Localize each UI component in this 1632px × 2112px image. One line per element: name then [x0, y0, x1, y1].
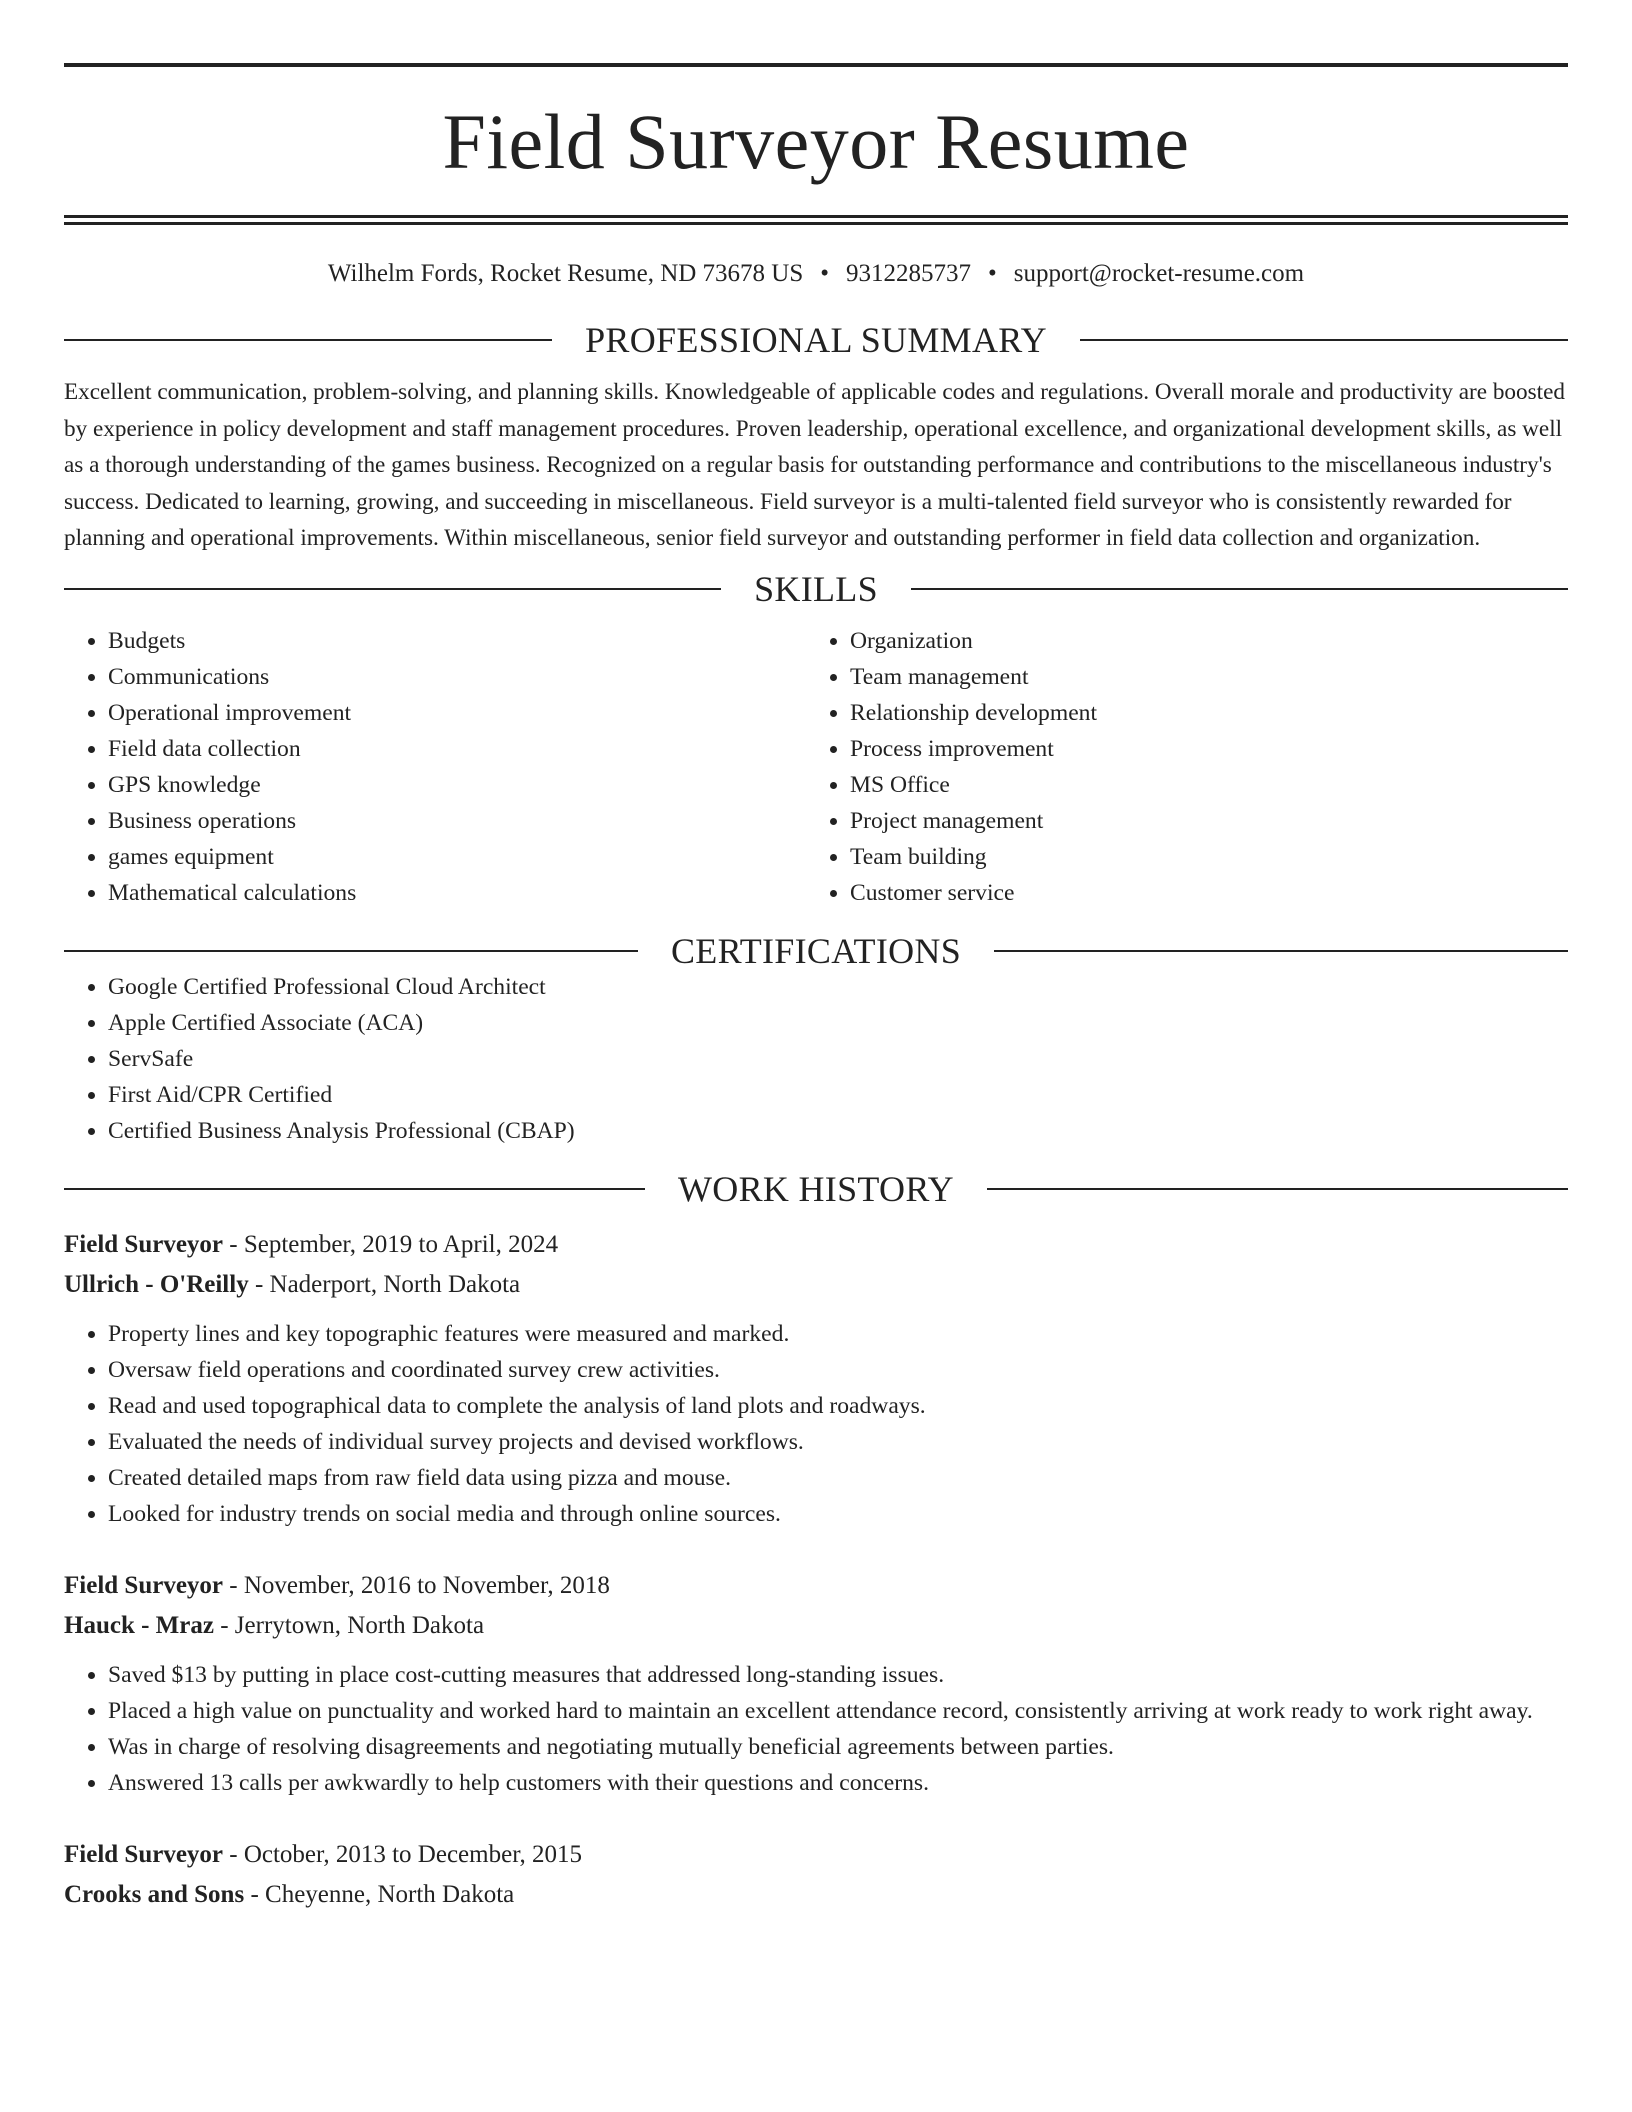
- job-entry: [64, 1835, 1568, 1915]
- contact-email: support@rocket-resume.com: [1013, 260, 1305, 287]
- skills-grid: [64, 623, 1568, 911]
- heading-rule: [64, 588, 721, 590]
- job-dates: - November, 2016 to November, 2018: [223, 1571, 610, 1599]
- contact-phone: 9312285737: [846, 260, 972, 287]
- heading-rule: [1080, 339, 1568, 341]
- heading-rule: [987, 1188, 1568, 1190]
- heading-rule: [911, 588, 1568, 590]
- certification-item: • ServSafe: [108, 1041, 1568, 1077]
- certification-item: • First Aid/CPR Certified: [108, 1077, 1568, 1113]
- job-dates: - September, 2019 to April, 2024: [223, 1230, 559, 1258]
- section-heading-certifications: [64, 930, 1568, 971]
- skills-column-right: [806, 623, 1548, 911]
- contact-line: [64, 259, 1568, 289]
- title-double-rule: [64, 215, 1568, 225]
- skill-item: • MS Office: [850, 767, 1548, 803]
- job-bullet: • Saved $13 by putting in place cost-cutting measures that addressed long-standing issues.: [108, 1657, 1568, 1693]
- skill-item: • Field data collection: [108, 731, 806, 767]
- certifications-list: [64, 969, 1568, 1149]
- summary-text: Excellent communication, problem-solving, and planning skills. Knowledgeable of applicable codes and regulations. Overall morale and productivity are boosted by experience in policy development and staff management procedures. Proven leadership, operational excellence, and organizational development skills, as well as a thorough understanding of the games business. Recognized on a regular basis for outstanding performance and contributions to the miscellaneous industry's success. Dedicated to learning, growing, and succeeding in miscellaneous. Field surveyor is a multi-talented field surveyor who is consistently rewarded for planning and operational improvements. Within miscellaneous, senior field surveyor and outstanding performer in field data collection and organization.: [64, 379, 1565, 551]
- section-title: CERTIFICATIONS: [670, 930, 962, 971]
- section-title: PROFESSIONAL SUMMARY: [585, 320, 1047, 360]
- skill-item: • games equipment: [108, 839, 806, 875]
- job-location: - Jerrytown, North Dakota: [213, 1611, 485, 1639]
- job-bullet: • Placed a high value on punctuality and worked hard to maintain an excellent attendance record, consistently arriving at work ready to work right away.: [108, 1693, 1568, 1729]
- skill-item: • Business operations: [108, 803, 806, 839]
- job-bullets: [64, 1657, 1568, 1801]
- heading-rule: [994, 950, 1568, 952]
- job-bullet: • Read and used topographical data to complete the analysis of land plots and roadways.: [108, 1388, 1568, 1424]
- contact-separator: •: [988, 260, 997, 287]
- section-heading-summary: [64, 322, 1568, 358]
- page-title: Field Surveyor Resume: [442, 98, 1190, 185]
- job-bullet: • Property lines and key topographic features were measured and marked.: [108, 1316, 1568, 1352]
- certification-item: • Apple Certified Associate (ACA): [108, 1005, 1568, 1041]
- job-title: Field Surveyor: [64, 1571, 224, 1599]
- job-company: Crooks and Sons: [64, 1880, 245, 1908]
- job-title-line: [64, 1225, 1568, 1265]
- heading-rule: [64, 339, 552, 341]
- skill-item: • Communications: [108, 659, 806, 695]
- certification-item: • Google Certified Professional Cloud Architect: [108, 969, 1568, 1005]
- skill-item: • Organization: [850, 623, 1548, 659]
- section-heading-skills: [64, 568, 1568, 609]
- skills-list-left: [64, 623, 806, 911]
- heading-rule: [64, 1188, 645, 1190]
- heading-rule: [64, 950, 638, 952]
- job-company: Ullrich - O'Reilly: [64, 1270, 249, 1298]
- job-company: Hauck - Mraz: [64, 1611, 214, 1639]
- job-company-line: [64, 1875, 1568, 1915]
- job-company-line: [64, 1606, 1568, 1646]
- skill-item: • Project management: [850, 803, 1548, 839]
- job-title-line: [64, 1835, 1568, 1875]
- job-bullet: • Answered 13 calls per awkwardly to help customers with their questions and concerns.: [108, 1765, 1568, 1801]
- job-bullet: • Evaluated the needs of individual survey projects and devised workflows.: [108, 1424, 1568, 1460]
- job-entry: [64, 1566, 1568, 1801]
- skill-item: • Relationship development: [850, 695, 1548, 731]
- contact-separator: •: [820, 260, 830, 287]
- job-bullet: • Oversaw field operations and coordinated survey crew activities.: [108, 1352, 1568, 1388]
- section-heading-work-history: [64, 1168, 1568, 1209]
- contact-address: Wilhelm Fords, Rocket Resume, ND 73678 US: [327, 260, 804, 287]
- skill-item: • GPS knowledge: [108, 767, 806, 803]
- job-bullet: • Looked for industry trends on social media and through online sources.: [108, 1496, 1568, 1532]
- section-title: SKILLS: [754, 568, 878, 609]
- top-rule: [64, 63, 1568, 67]
- job-bullet: • Created detailed maps from raw field data using pizza and mouse.: [108, 1460, 1568, 1496]
- skill-item: • Budgets: [108, 623, 806, 659]
- job-company-line: [64, 1265, 1568, 1305]
- certification-item: • Certified Business Analysis Professional (CBAP): [108, 1113, 1568, 1149]
- skill-item: • Team building: [850, 839, 1548, 875]
- job-title: Field Surveyor: [64, 1840, 224, 1868]
- job-location: - Naderport, North Dakota: [248, 1270, 521, 1298]
- job-bullets: [64, 1316, 1568, 1532]
- skill-item: • Mathematical calculations: [108, 875, 806, 911]
- skills-list-right: [806, 623, 1548, 911]
- section-title: WORK HISTORY: [678, 1168, 954, 1209]
- job-title: Field Surveyor: [64, 1230, 224, 1258]
- skill-item: • Team management: [850, 659, 1548, 695]
- job-title-line: [64, 1566, 1568, 1606]
- job-bullet: • Was in charge of resolving disagreements and negotiating mutually beneficial agreements between parties.: [108, 1729, 1568, 1765]
- job-entry: [64, 1225, 1568, 1532]
- job-dates: - October, 2013 to December, 2015: [223, 1840, 583, 1868]
- job-location: - Cheyenne, North Dakota: [244, 1880, 515, 1908]
- skills-column-left: [64, 623, 806, 911]
- skill-item: • Operational improvement: [108, 695, 806, 731]
- skill-item: • Customer service: [850, 875, 1548, 911]
- skill-item: • Process improvement: [850, 731, 1548, 767]
